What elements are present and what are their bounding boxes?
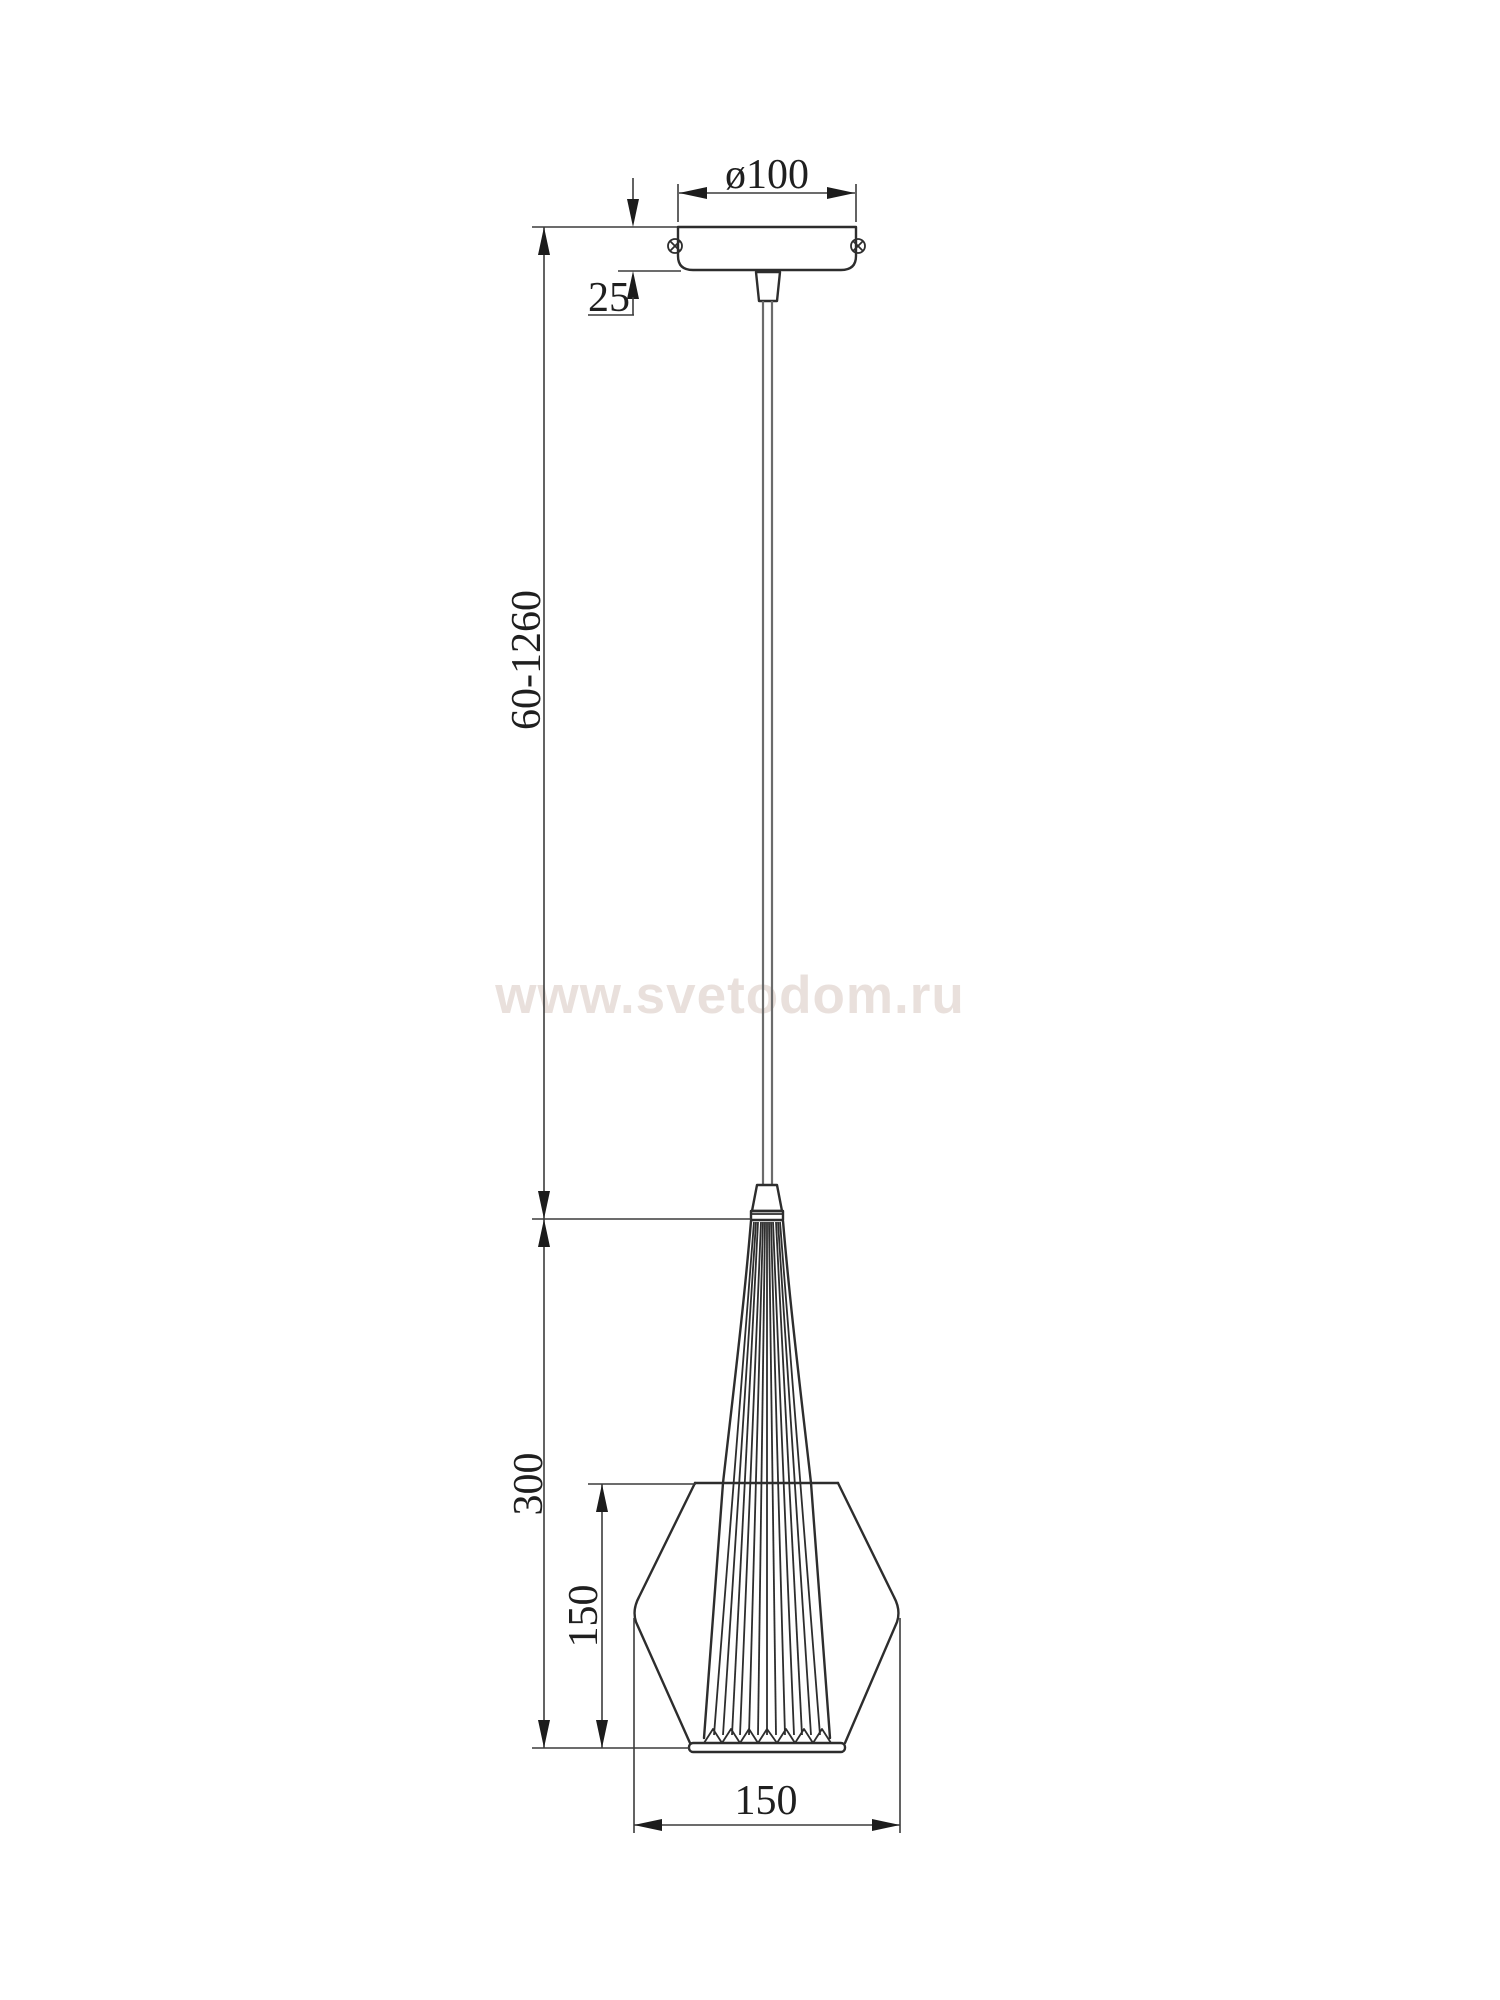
- dim-label-canopy-height: 25: [588, 275, 630, 321]
- bottom-ring: [689, 1743, 845, 1752]
- watermark-text: www.svetodom.ru: [495, 966, 965, 1025]
- dim-suspension-length: [504, 227, 550, 1219]
- canopy-screw-left: [668, 239, 682, 253]
- dim-label-shade-width: 150: [734, 1778, 798, 1824]
- dim-label-fixture-height: 300: [506, 1452, 552, 1516]
- shade-left-side: [635, 1483, 695, 1743]
- canopy: [678, 227, 856, 270]
- dim-label-canopy-diameter: ø100: [725, 152, 809, 198]
- dim-label-shade-height: 150: [561, 1584, 607, 1648]
- cone-ribs: [714, 1222, 820, 1735]
- socket-cap: [752, 1185, 782, 1211]
- dim-canopy-diameter: [678, 152, 856, 222]
- cord: [763, 301, 772, 1185]
- dim-label-suspension-length: 60-1260: [504, 590, 550, 730]
- socket-band: [751, 1211, 783, 1220]
- shade-right-side: [838, 1483, 898, 1743]
- cord-grip: [756, 272, 780, 301]
- dim-canopy-height: [588, 178, 681, 321]
- canopy-screw-right: [851, 239, 865, 253]
- dim-fixture-height: [506, 1219, 552, 1748]
